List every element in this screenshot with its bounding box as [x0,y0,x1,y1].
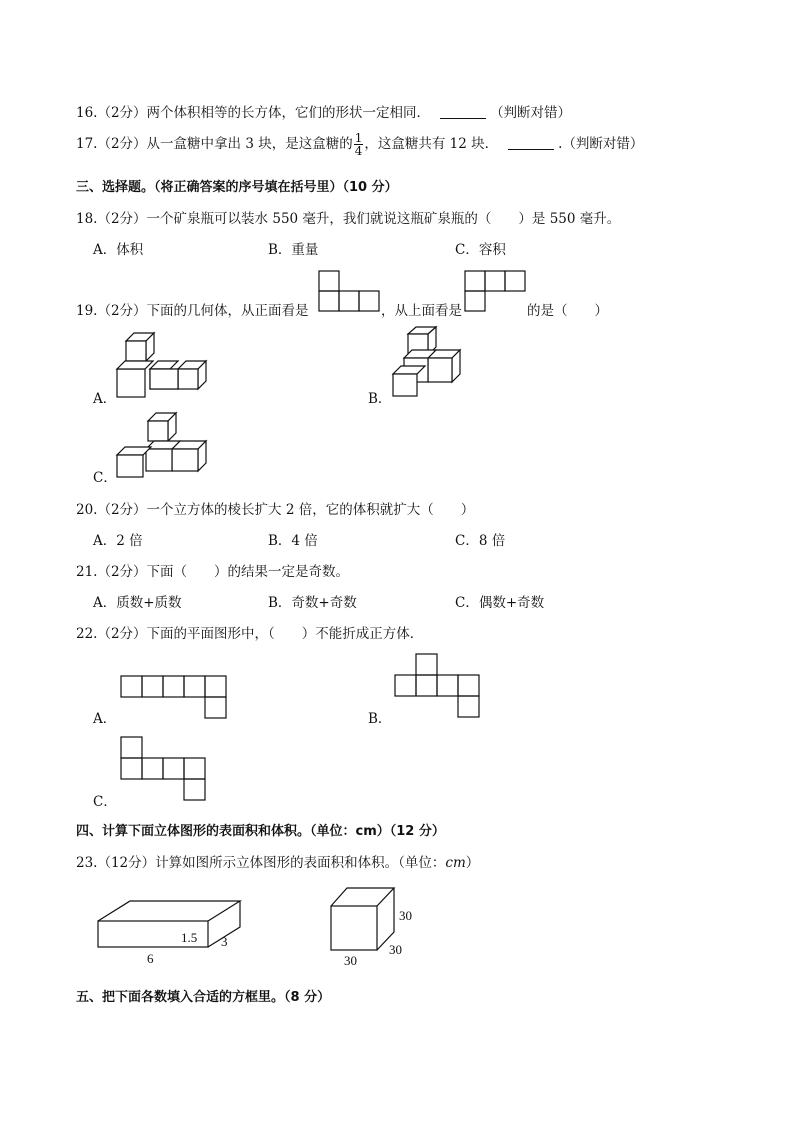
question-21-text: 21.（2分）下面（ ）的结果一定是奇数。 [76,564,350,580]
cube-width-label: 30 [344,953,357,968]
cuboid-height-label: 1.5 [181,930,198,945]
option-c-cubes-figure [116,412,208,478]
cube-depth-label: 30 [389,942,402,957]
question-20-text: 20.（2分）一个立方体的棱长扩大 2 倍，它的体积就扩大（ ） [76,502,475,518]
section-5-heading: 五、把下面各数填入合适的方框里。（8 分） [76,990,331,1005]
question-17 [76,132,643,157]
question-19-text-c: 的是（ ） [527,303,608,319]
cube-height-label: 30 [399,908,412,923]
question-23 [76,851,479,871]
option-a[interactable]: A．2 倍 [93,533,143,549]
option-b[interactable]: B．重量 [268,242,319,258]
option-a[interactable]: A．质数+质数 [93,595,182,611]
option-a-net-figure [120,675,230,721]
option-c-net-figure [120,736,210,804]
front-view-figure [318,270,380,312]
answer-blank[interactable] [440,104,486,119]
cube-figure [330,887,430,973]
question-19 [76,299,309,319]
unit-text: cm [445,855,466,871]
question-16-suffix: （判断对错） [490,105,572,121]
option-b[interactable]: B． [368,711,392,727]
answer-blank[interactable] [508,135,554,150]
option-b[interactable]: B． [368,391,392,407]
option-c[interactable]: C．容积 [455,242,506,258]
option-b[interactable]: B．奇数+奇数 [268,595,357,611]
fraction-denominator: 4 [354,144,363,158]
question-22-text: 22.（2分）下面的平面图形中，（ ）不能折成正方体． [76,626,424,642]
question-16 [76,101,571,121]
option-b-cubes-figure [392,326,464,398]
option-a[interactable]: A． [93,391,117,407]
question-17-suffix: .（判断对错） [558,136,644,152]
question-18-text: 18.（2分）一个矿泉瓶可以装水 550 毫升，我们就说这瓶矿泉瓶的（ ）是 550 毫升。 [76,211,621,227]
option-c[interactable]: C．8 倍 [455,533,506,549]
question-23-text-a: 23.（12分）计算如图所示立体图形的表面积和体积。（单位： [76,855,446,871]
cuboid-figure [97,900,247,970]
question-17-text-b: ，这盒糖共有 12 块． [364,136,499,152]
top-view-figure [464,270,526,312]
option-a[interactable]: A．体积 [93,242,144,258]
question-23-text-b: ） [465,855,480,871]
fraction-numerator: 1 [354,131,363,145]
option-c[interactable]: C． [93,794,117,810]
section-3-heading: 三、选择题。（将正确答案的序号填在括号里）（10 分） [76,180,398,195]
question-19-text-a: 19.（2分）下面的几何体，从正面看是 [76,303,309,319]
option-b-net-figure [394,653,484,721]
option-c[interactable]: C．偶数+奇数 [455,595,545,611]
cuboid-width-label: 3 [221,934,228,949]
section-4-heading: 四、计算下面立体图形的表面积和体积。（单位：cm）（12 分） [76,824,445,839]
option-a-cubes-figure [116,332,208,398]
question-19-text-b: ，从上面看是 [381,303,462,319]
option-b[interactable]: B．4 倍 [268,533,318,549]
cuboid-length-label: 6 [147,951,154,966]
option-c[interactable]: C． [93,470,117,486]
question-17-text-a: 17.（2分）从一盒糖中拿出 3 块，是这盒糖的 [76,136,353,152]
option-a[interactable]: A． [93,711,117,727]
fraction [354,132,364,157]
question-16-text: 16.（2分）两个体积相等的长方体，它们的形状一定相同． [76,105,431,121]
